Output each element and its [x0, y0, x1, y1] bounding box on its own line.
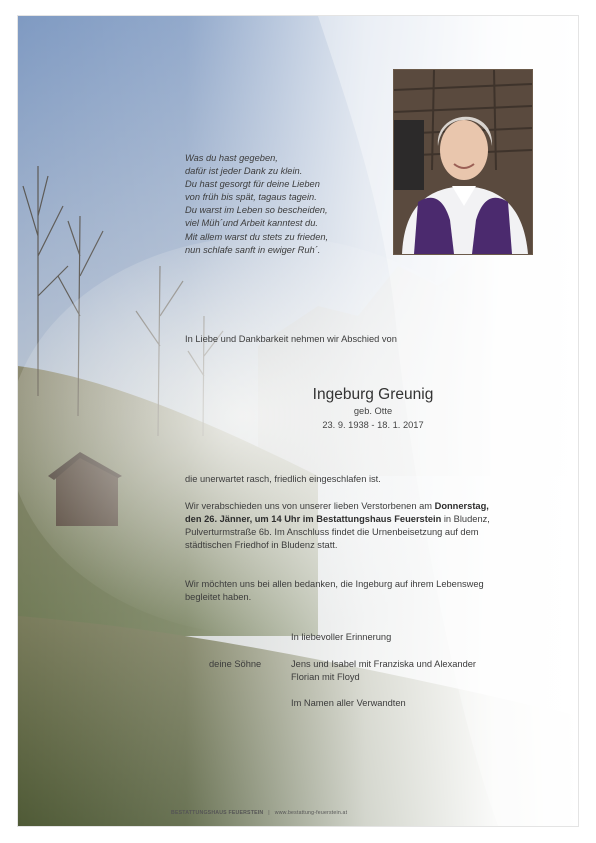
- footer-company: BESTATTUNGSHAUS FEUERSTEIN: [171, 810, 264, 816]
- thanks-line: begleitet haben.: [185, 592, 252, 603]
- funeral-time-place: den 26. Jänner, um 14 Uhr im Bestattungshaus Feuerstein: [185, 514, 442, 525]
- memory-text: In liebevoller Erinnerung: [291, 632, 392, 642]
- funeral-text: Wir verabschieden uns von unserer lieben Verstorbenen am: [185, 501, 435, 511]
- sons-label: deine Söhne: [209, 659, 262, 669]
- family-line: Jens und Isabel mit Franziska und Alexander: [291, 659, 477, 669]
- funeral-date: Donnerstag,: [434, 501, 489, 511]
- poem: [185, 152, 385, 257]
- family-line: Florian mit Floyd: [291, 672, 360, 683]
- portrait-photo: [393, 69, 533, 255]
- poem-line: Du hast gesorgt für deine Lieben: [185, 179, 320, 190]
- family-list: [291, 658, 476, 684]
- poem-line: nun schlafe sanft in ewiger Ruh´.: [185, 244, 321, 255]
- poem-line: Was du hast gegeben,: [185, 153, 278, 163]
- funeral-paragraph: [185, 500, 565, 552]
- funeral-address: Pulverturmstraße 6b. Im Anschluss findet die Urnenbeisetzung auf dem: [185, 527, 479, 538]
- funeral-city: in Bludenz,: [441, 514, 490, 525]
- poem-line: dafür ist jeder Dank zu klein.: [185, 166, 303, 177]
- footer: [171, 810, 347, 816]
- footer-website[interactable]: www.bestattung-feuerstein.at: [274, 810, 348, 816]
- maiden-name: geb. Otte: [353, 406, 393, 416]
- relatives-text: Im Namen aller Verwandten: [291, 698, 406, 708]
- life-dates: 23. 9. 1938 - 18. 1. 2017: [322, 420, 424, 430]
- intro-text: In Liebe und Dankbarkeit nehmen wir Abschied von: [185, 334, 397, 344]
- obituary-card: [18, 16, 578, 826]
- thanks-line: Wir möchten uns bei allen bedanken, die Ingeburg auf ihrem Lebensweg: [185, 579, 484, 589]
- deceased-name: Ingeburg Greunig: [312, 386, 434, 403]
- funeral-burial: städtischen Friedhof in Bludenz statt.: [185, 540, 338, 551]
- poem-line: viel Müh´und Arbeit kanntest du.: [185, 218, 318, 229]
- thanks-paragraph: [185, 578, 565, 604]
- footer-separator: |: [268, 810, 270, 816]
- passing-text: die unerwartet rasch, friedlich eingeschlafen ist.: [185, 474, 381, 484]
- poem-line: Mit allem warst du stets zu frieden,: [185, 231, 329, 242]
- poem-line: von früh bis spät, tagaus tagein.: [185, 192, 317, 203]
- poem-line: Du warst im Leben so bescheiden,: [185, 205, 328, 216]
